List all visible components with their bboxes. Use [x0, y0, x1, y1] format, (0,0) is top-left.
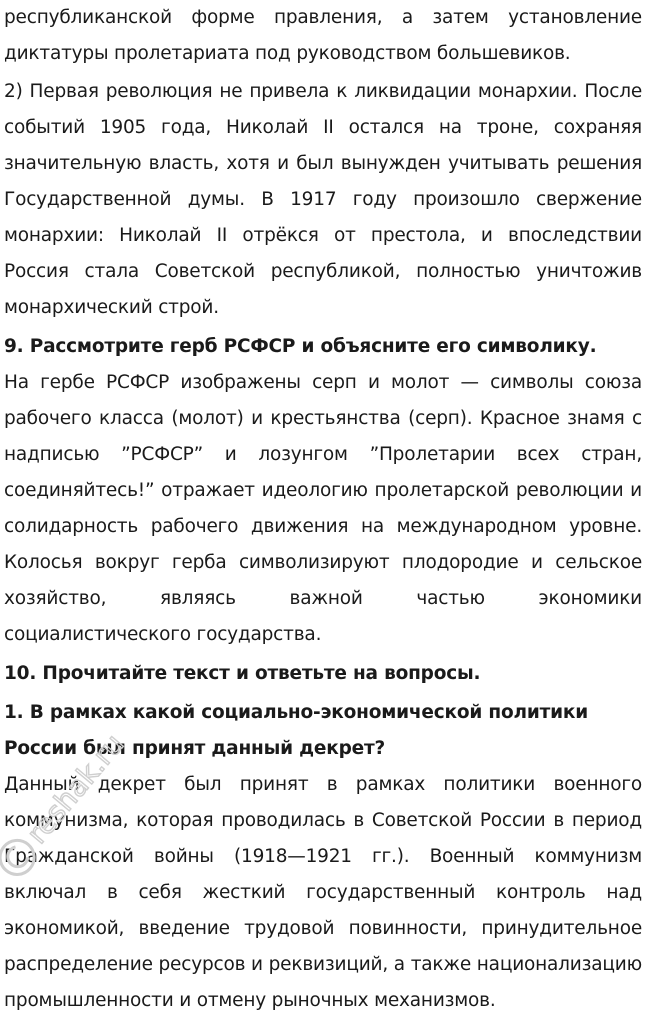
paragraph-answer-10-1: Данный декрет был принят в рамках политики военного коммунизма, которая проводилась в Советской России в период Гражданской войны (1918—1921 гг.). Военный коммунизм включал в себя жесткий государственный контроль над экономикой, введение трудовой повинности, принудительное распределение ресурсов и реквизиций, а также национализацию промышленности и отмену рыночных механизмов. [4, 774, 642, 1011]
question-10-1-heading: 1. В рамках какой социально-экономической политики России был принят данный декрет? [4, 702, 589, 759]
question-10-heading: 10. Прочитайте текст и ответьте на вопросы. [4, 663, 481, 684]
paragraph-answer-2: 2) Первая революция не привела к ликвидации монархии. После событий 1905 года, Николай II остался на троне, сохраняя значительную власть, хотя и был вынужден учитывать решения Государственной думы. В 1917 году произошло свержение монархии: Николай II отрёкся от престола, и впоследствии Россия стала Советской республикой, полностью уничтожив монархический строй. [4, 81, 642, 318]
watermark-text: reshak.ru [20, 727, 131, 850]
question-9-heading: 9. Рассмотрите герб РСФСР и объясните его символику. [4, 336, 597, 357]
document-page [4, 0, 642, 1019]
paragraph-continuation: республиканской форме правления, а затем установление диктатуры пролетариата под руководством большевиков. [4, 7, 642, 64]
paragraph-answer-9: На гербе РСФСР изображены серп и молот — символы союза рабочего класса (молот) и крестьянства (серп). Красное знамя с надписью ”РСФСР” и лозунгом ”Пролетарии всех стран, соединяйтесь!” отражает идеологию пролетарской революции и солидарность рабочего движения на международном уровне. Колосья вокруг герба символизируют плодородие и сельское хозяйство, являясь важной частью экономики социалистического государства. [4, 372, 642, 645]
